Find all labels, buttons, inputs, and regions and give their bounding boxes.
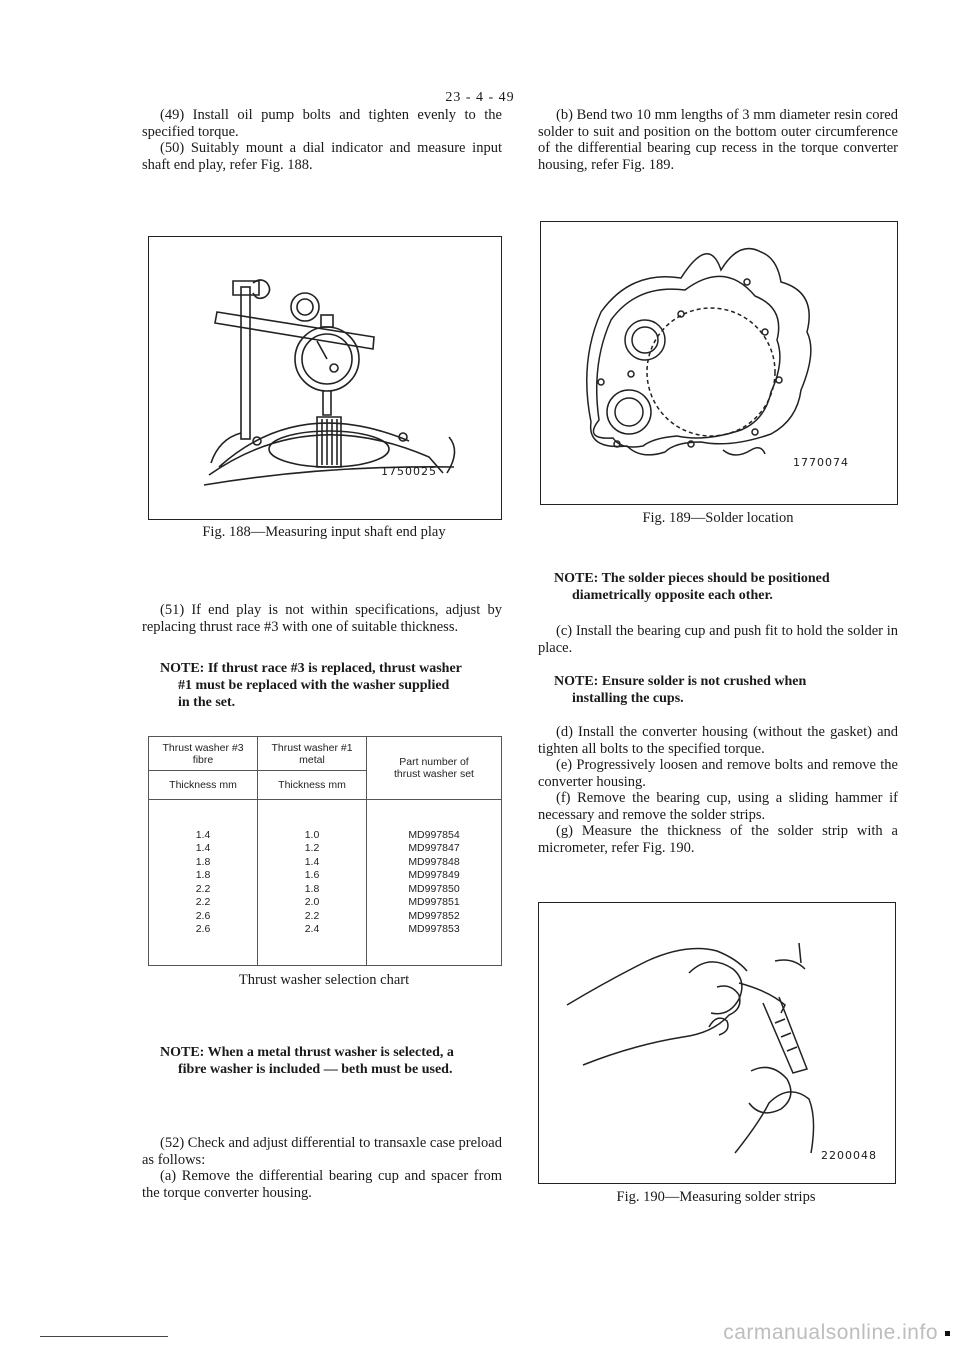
step-b-text: (b) Bend two 10 mm lengths of 3 mm diameter resin cored solder to suit and position on the bottom outer circumference of the differential bearing cup recess in the torque converter housing, refer Fig. 189. <box>538 107 898 173</box>
step-52-text: (52) Check and adjust differential to transaxle case preload as follows: <box>142 1135 502 1168</box>
figure-190-caption: Fig. 190—Measuring solder strips <box>616 1189 816 1205</box>
dial-indicator-illustration <box>149 237 501 519</box>
note-thrust-race-line3: in the set. <box>178 695 236 710</box>
figure-188-code: 1750025 <box>381 465 437 478</box>
metal-values: 1.0 1.2 1.4 1.6 1.8 2.0 2.2 2.4 <box>258 800 367 966</box>
note-thrust-race <box>160 660 505 711</box>
note-solder-crush <box>554 673 899 707</box>
figure-188 <box>148 236 502 520</box>
step-51-text: (51) If end play is not within specifications, adjust by replacing thrust race #3 with one of suitable thickness. <box>142 602 502 635</box>
note-thrust-race-line2: #1 must be replaced with the washer supplied <box>178 678 450 693</box>
steps-d-to-g <box>538 724 898 856</box>
step-c-text: (c) Install the bearing cup and push fit to hold the solder in place. <box>538 623 898 656</box>
step-49 <box>142 107 502 173</box>
thrust-washer-table <box>148 736 502 966</box>
note-metal-washer <box>160 1044 505 1078</box>
note-thrust-race-line1: NOTE: If thrust race #3 is replaced, thrust washer <box>160 661 462 676</box>
part-number-values: MD997854 MD997847 MD997848 MD997849 MD997850 MD997851 MD997852 MD997853 <box>367 800 502 966</box>
step-49-text: (49) Install oil pump bolts and tighten evenly to the specified torque. <box>142 107 502 140</box>
step-c <box>538 623 898 656</box>
step-50-text: (50) Suitably mount a dial indicator and measure input shaft end play, refer Fig. 188. <box>142 140 502 173</box>
fibre-values: 1.4 1.4 1.8 1.8 2.2 2.2 2.6 2.6 <box>149 800 258 966</box>
step-51 <box>142 602 502 635</box>
note-metal-washer-line1: NOTE: When a metal thrust washer is selected, a <box>160 1045 454 1060</box>
step-b <box>538 107 898 173</box>
note-solder-crush-line1: NOTE: Ensure solder is not crushed when <box>554 674 807 689</box>
figure-188-caption: Fig. 188—Measuring input shaft end play <box>202 524 446 540</box>
figure-190-code: 2200048 <box>821 1149 877 1162</box>
col-head-part-number: Part number of thrust washer set <box>367 737 502 800</box>
col-sub-fibre: Thickness mm <box>149 771 258 800</box>
micrometer-illustration <box>539 903 895 1183</box>
note-solder-position <box>554 570 899 604</box>
page-number: 23 - 4 - 49 <box>445 90 515 105</box>
col-head-fibre: Thrust washer #3 fibre <box>149 737 258 771</box>
note-solder-position-line1: NOTE: The solder pieces should be positioned <box>554 571 830 586</box>
step-52a-text: (a) Remove the differential bearing cup and spacer from the torque converter housing. <box>142 1168 502 1201</box>
footer-watermark: carmanualsonline.info <box>723 1321 938 1344</box>
step-d-text: (d) Install the converter housing (without the gasket) and tighten all bolts to the specified torque. <box>538 724 898 757</box>
figure-189-caption: Fig. 189—Solder location <box>642 510 794 526</box>
footer-bullet <box>945 1331 950 1336</box>
step-g-text: (g) Measure the thickness of the solder strip with a micrometer, refer Fig. 190. <box>538 823 898 856</box>
step-52 <box>142 1135 502 1201</box>
figure-189-code: 1770074 <box>793 456 849 469</box>
step-f-text: (f) Remove the bearing cup, using a sliding hammer if necessary and remove the solder strips. <box>538 790 898 823</box>
step-e-text: (e) Progressively loosen and remove bolts and remove the converter housing. <box>538 757 898 790</box>
figure-189 <box>540 221 898 505</box>
figure-190 <box>538 902 896 1184</box>
footer-rule <box>40 1336 168 1337</box>
note-metal-washer-line2: fibre washer is included — beth must be used. <box>178 1062 453 1077</box>
col-head-metal: Thrust washer #1 metal <box>258 737 367 771</box>
note-solder-position-line2: diametrically opposite each other. <box>572 588 773 603</box>
note-solder-crush-line2: installing the cups. <box>572 691 684 706</box>
table-caption: Thrust washer selection chart <box>238 972 410 988</box>
col-sub-metal: Thickness mm <box>258 771 367 800</box>
